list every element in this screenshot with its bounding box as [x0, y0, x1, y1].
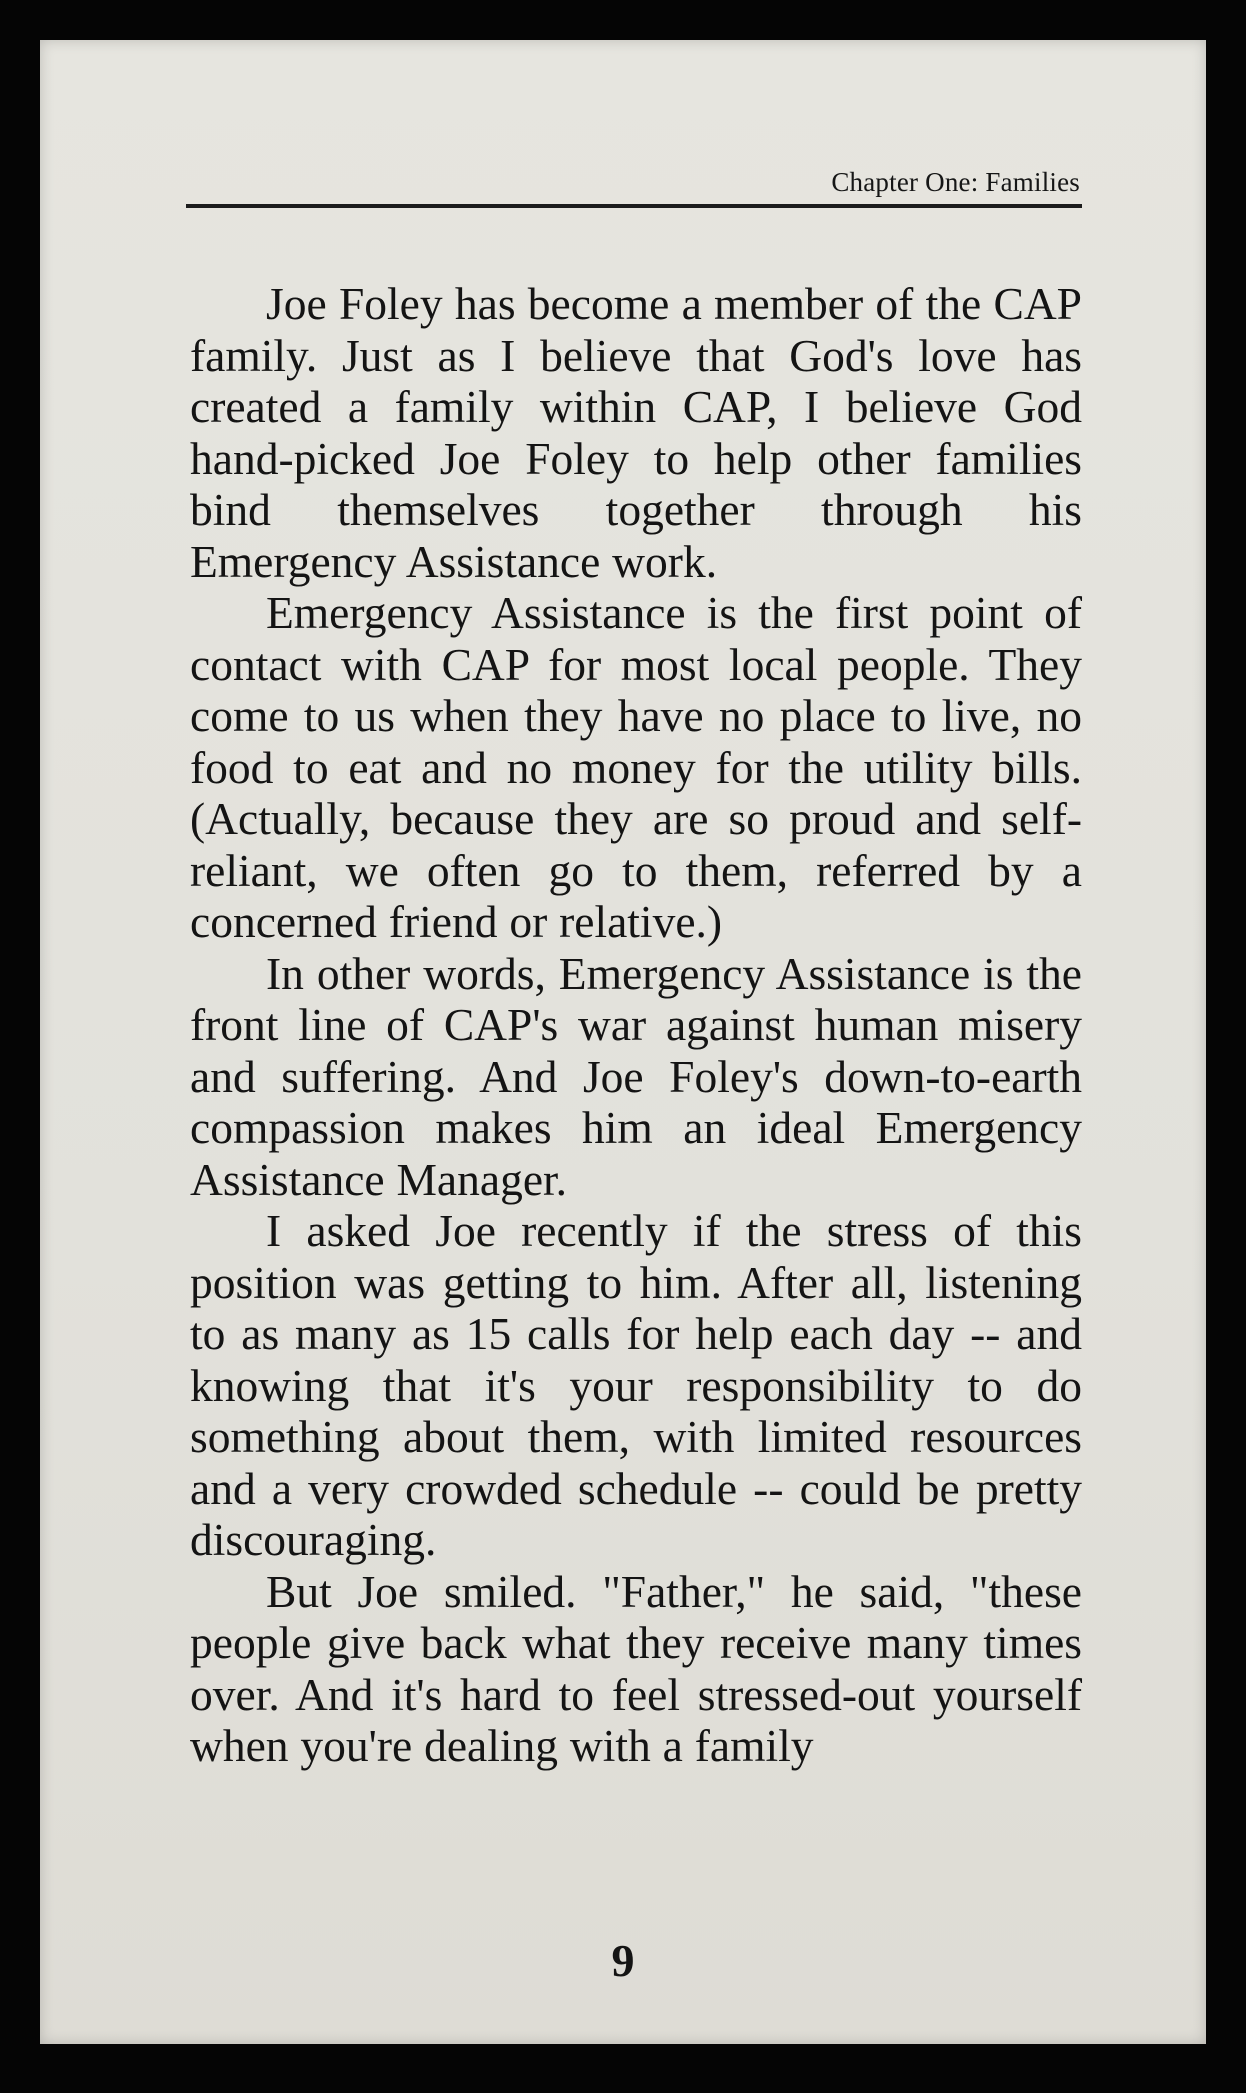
body-text [190, 278, 1082, 1772]
paragraph-4: I asked Joe recently if the stress of this position was getting to him. After all, listening to as many as 15 calls for help each day -- and knowing that it's your responsibility to do something about them, with limited resources and a very crowded schedule -- could be pretty discouraging. [190, 1205, 1082, 1565]
chapter-title: Chapter One: Families [831, 167, 1080, 197]
paragraph-1: Joe Foley has become a member of the CAP family. Just as I believe that God's love has created a family within CAP, I believe God hand-picked Joe Foley to help other families bind themselves together through his Emergency Assistance work. [190, 278, 1082, 587]
book-page [40, 40, 1206, 2044]
page-number: 9 [611, 1935, 635, 1986]
paragraph-2: Emergency Assistance is the first point of contact with CAP for most local people. They come to us when they have no place to live, no food to eat and no money for the utility bills. (Actually, because they are so proud and self-reliant, we often go to them, referred by a concerned friend or relative.) [190, 587, 1082, 947]
paragraph-3: In other words, Emergency Assistance is the front line of CAP's war against human misery and suffering. And Joe Foley's down-to-earth compassion makes him an ideal Emergency Assistance Manager. [190, 947, 1082, 1205]
paragraph-5: But Joe smiled. "Father," he said, "these people give back what they receive many times over. And it's hard to feel stressed-out yourself when you're dealing with a family [190, 1565, 1082, 1771]
running-header [186, 134, 1082, 208]
